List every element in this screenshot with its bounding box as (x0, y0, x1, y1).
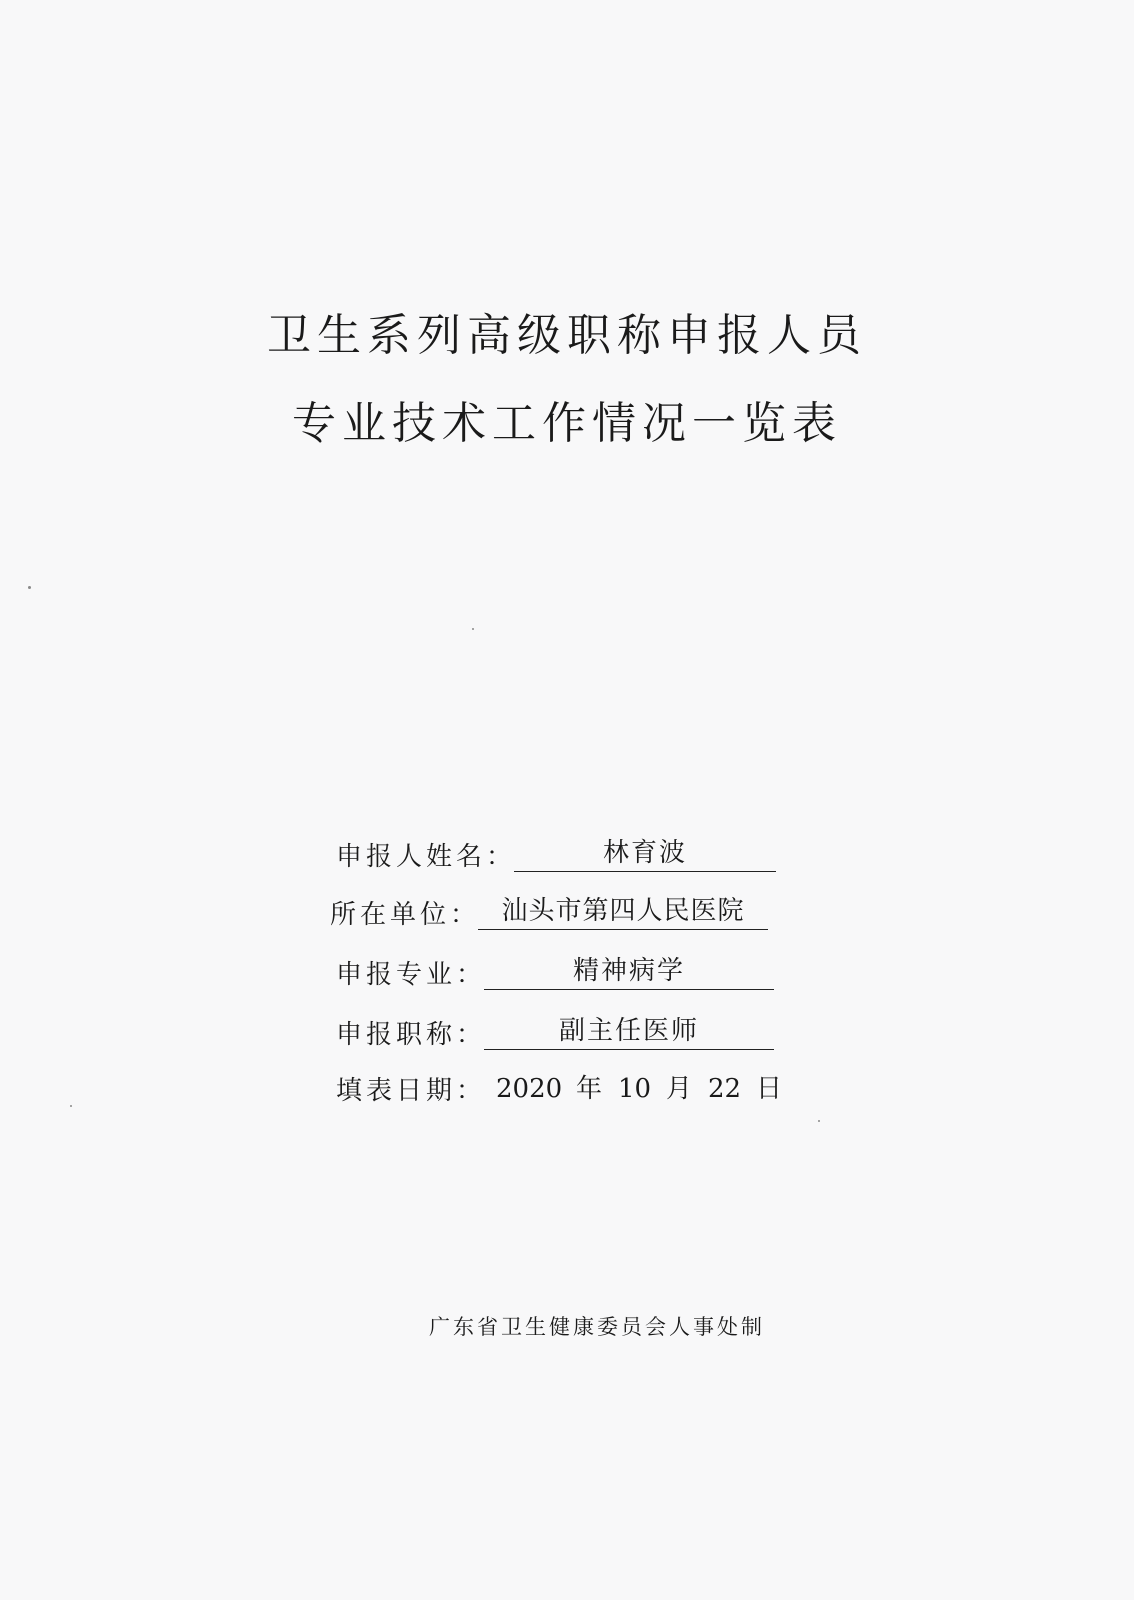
document-title-line-2: 专业技术工作情况一览表 (292, 398, 842, 449)
organization-row (330, 896, 745, 932)
fill-date-month-unit: 月 (666, 1074, 693, 1104)
issuer-footer: 广东省卫生健康委员会人事处制 (429, 1315, 765, 1339)
specialty-label: 申报专业： (336, 960, 487, 990)
scan-speck (818, 1120, 820, 1122)
applicant-name-value: 林育波 (514, 836, 776, 872)
applicant-name-row (336, 838, 687, 874)
title-applied-label: 申报职称： (336, 1020, 487, 1050)
scan-speck (70, 1105, 72, 1107)
specialty-row (336, 956, 685, 992)
fill-date-day-unit: 日 (756, 1074, 783, 1104)
fill-date-month: 10 (618, 1074, 652, 1104)
fill-date-row (336, 1072, 783, 1108)
title-applied-row (336, 1016, 699, 1052)
organization-label: 所在单位： (330, 900, 481, 930)
organization-value: 汕头市第四人民医院 (478, 894, 768, 930)
fill-date-year-unit: 年 (576, 1074, 603, 1104)
title-applied-value: 副主任医师 (484, 1014, 774, 1050)
document-title-line-1: 卫生系列高级职称申报人员 (267, 310, 867, 361)
specialty-value: 精神病学 (484, 954, 774, 990)
scan-speck (28, 586, 31, 589)
fill-date-year: 2020 (496, 1074, 563, 1104)
fill-date-day: 22 (708, 1074, 742, 1104)
scan-speck (472, 628, 474, 630)
fill-date-label: 填表日期： (336, 1076, 487, 1106)
applicant-name-label: 申报人姓名： (336, 842, 517, 872)
